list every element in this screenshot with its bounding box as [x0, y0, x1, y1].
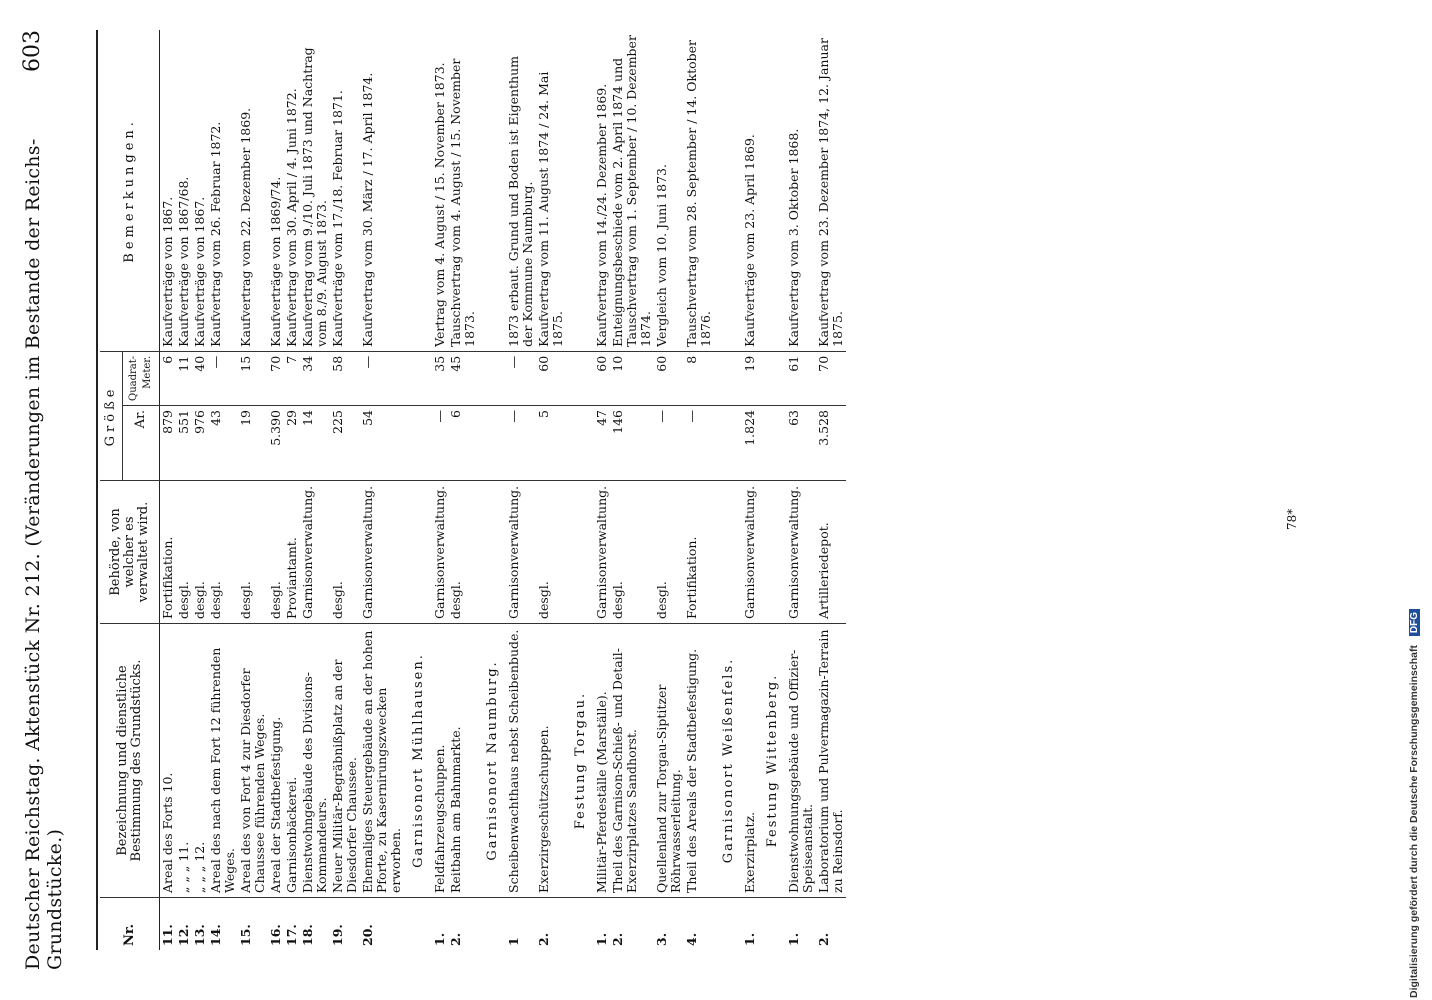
- row-bemerkungen: Vertrag vom 4. August / 15. November 1873.: [432, 30, 448, 351]
- row-number: 17.: [284, 924, 299, 946]
- row-qm: 58: [330, 351, 360, 405]
- row-behoerde: Artilleriedepot.: [816, 481, 846, 624]
- row-number: 12.: [176, 924, 191, 946]
- header-rule: [96, 30, 98, 950]
- table-row: [432, 30, 448, 950]
- row-bemerkungen: Kaufvertrag vom 23. Dezember 1874, 12. Januar 1875.: [816, 30, 846, 351]
- row-number: 20.: [360, 924, 375, 946]
- section-spacer: [566, 351, 594, 405]
- row-behoerde: Garnisonverwaltung.: [360, 481, 404, 624]
- section-spacer: [478, 898, 506, 951]
- table-row: [268, 30, 284, 950]
- row-ar: 146: [610, 406, 654, 481]
- row-ar: —: [432, 406, 448, 481]
- page-number: 603: [20, 30, 45, 72]
- row-ar: 47: [594, 406, 610, 481]
- table-row: [284, 30, 300, 950]
- col-ar: Ar.: [123, 406, 160, 481]
- row-bemerkungen: 1873 erbaut. Grund und Boden ist Eigenthum der Kommune Naumburg.: [506, 30, 536, 351]
- row-bezeichnung: Militär-Pferdeställe (Marställe).: [594, 624, 610, 898]
- table-row: [330, 30, 360, 950]
- row-bemerkungen: Kaufverträge von 1867.: [160, 30, 177, 351]
- row-ar: 54: [360, 406, 404, 481]
- row-ar: 551: [176, 406, 192, 481]
- table-header-row: [100, 30, 123, 950]
- section-row: [404, 30, 432, 950]
- row-behoerde: desgl.: [448, 481, 478, 624]
- row-number: 18.: [300, 924, 315, 946]
- row-behoerde: Garnisonverwaltung.: [742, 481, 758, 624]
- col-groesse: Größe: [100, 351, 123, 480]
- row-bemerkungen: Kaufvertrag vom 22. Dezember 1869.: [238, 30, 268, 351]
- col-bemerkungen: Bemerkungen.: [100, 30, 160, 351]
- row-bezeichnung: „ „ „ 12.: [192, 624, 208, 898]
- row-ar: 29: [284, 406, 300, 481]
- row-bezeichnung: Exerzirplatz.: [742, 624, 758, 898]
- row-ar: 6: [448, 406, 478, 481]
- row-behoerde: Proviantamt.: [284, 481, 300, 624]
- table-body: [160, 30, 847, 950]
- table-row: [160, 30, 177, 950]
- row-number: 3.: [654, 932, 669, 946]
- section-spacer: [404, 30, 432, 351]
- row-bemerkungen: Kaufvertrag vom 14./24. Dezember 1869.: [594, 30, 610, 351]
- row-number: 1.: [432, 932, 447, 946]
- row-bemerkungen: Kaufvertrag vom 9./10. Juli 1873 und Nachtrag vom 8./9. August 1873.: [300, 30, 330, 351]
- row-ar: 19: [238, 406, 268, 481]
- section-spacer: [566, 898, 594, 951]
- row-qm: 70: [268, 351, 284, 405]
- section-row: [758, 30, 786, 950]
- row-ar: 14: [300, 406, 330, 481]
- table-row: [176, 30, 192, 950]
- row-qm: 60: [536, 351, 566, 405]
- section-row: [566, 30, 594, 950]
- row-qm: 7: [284, 351, 300, 405]
- row-qm: 60: [654, 351, 684, 405]
- section-spacer: [478, 481, 506, 624]
- row-number: 15.: [238, 924, 253, 946]
- section-spacer: [404, 481, 432, 624]
- section-spacer: [404, 406, 432, 481]
- row-ar: 879: [160, 406, 177, 481]
- row-number: 13.: [192, 924, 207, 946]
- table-row: [654, 30, 684, 950]
- row-bemerkungen: Tauschvertrag vom 28. September / 14. Oktober 1876.: [684, 30, 714, 351]
- row-number: 1.: [594, 932, 609, 946]
- row-qm: —: [360, 351, 404, 405]
- row-qm: 61: [786, 351, 816, 405]
- page-header: [18, 30, 66, 970]
- row-behoerde: desgl.: [536, 481, 566, 624]
- row-behoerde: desgl.: [330, 481, 360, 624]
- table-row: [238, 30, 268, 950]
- table-row: [594, 30, 610, 950]
- row-behoerde: Fortifikation.: [684, 481, 714, 624]
- section-title: Garnisonort Naumburg.: [478, 624, 506, 898]
- row-behoerde: desgl.: [208, 481, 238, 624]
- section-title: Garnisonort Weißenfels.: [714, 624, 742, 898]
- section-spacer: [566, 481, 594, 624]
- funding-note: [1408, 18, 1420, 998]
- section-spacer: [566, 406, 594, 481]
- col-qm: Quadrat-Meter.: [123, 351, 160, 405]
- section-spacer: [758, 481, 786, 624]
- table-row: [192, 30, 208, 950]
- col-bezeichnung: Bezeichnung und dienstliche Bestimmung des Grundstücks.: [100, 624, 160, 898]
- row-behoerde: desgl.: [610, 481, 654, 624]
- row-number: 14.: [208, 924, 223, 946]
- table-row: [684, 30, 714, 950]
- row-number: 1.: [742, 932, 757, 946]
- row-behoerde: Garnisonverwaltung.: [594, 481, 610, 624]
- row-number: 2.: [448, 932, 463, 946]
- table-row: [360, 30, 404, 950]
- row-bemerkungen: Kaufvertrag vom 30. April / 4. Juni 1872.: [284, 30, 300, 351]
- row-ar: 5: [536, 406, 566, 481]
- row-behoerde: desgl.: [238, 481, 268, 624]
- row-bezeichnung: Laboratorium und Pulvermagazin-Terrain zu Reinsdorf.: [816, 624, 846, 898]
- dfg-badge: DFG: [1409, 609, 1420, 636]
- row-bezeichnung: „ „ „ 11.: [176, 624, 192, 898]
- table-row: [448, 30, 478, 950]
- row-bemerkungen: Kaufverträge von 1867/68.: [176, 30, 192, 351]
- table-row: [786, 30, 816, 950]
- row-behoerde: desgl.: [654, 481, 684, 624]
- running-head: Deutscher Reichstag. Aktenstück Nr. 212. (Veränderungen im Bestande der Reichs-Grundstücke.): [22, 138, 66, 970]
- row-behoerde: Garnisonverwaltung.: [786, 481, 816, 624]
- row-behoerde: Fortifikation.: [160, 481, 177, 624]
- row-bemerkungen: Kaufverträge vom 23. April 1869.: [742, 30, 758, 351]
- row-bemerkungen: Kaufverträge von 1867.: [192, 30, 208, 351]
- table-row: [536, 30, 566, 950]
- row-bemerkungen: Kaufvertrag vom 3. Oktober 1868.: [786, 30, 816, 351]
- row-bemerkungen: Kaufvertrag vom 26. Februar 1872.: [208, 30, 238, 351]
- row-number: 2.: [816, 932, 831, 946]
- footnote: 78*: [1285, 508, 1299, 530]
- row-ar: 63: [786, 406, 816, 481]
- section-spacer: [758, 30, 786, 351]
- section-row: [714, 30, 742, 950]
- row-bemerkungen: Kaufverträge von 1869/74.: [268, 30, 284, 351]
- section-spacer: [714, 351, 742, 405]
- section-spacer: [714, 406, 742, 481]
- row-behoerde: desgl.: [176, 481, 192, 624]
- row-bezeichnung: Feldfahrzeugschuppen.: [432, 624, 448, 898]
- row-qm: 70: [816, 351, 846, 405]
- row-bemerkungen: Kaufvertrag vom 30. März / 17. April 1874.: [360, 30, 404, 351]
- row-behoerde: Garnisonverwaltung.: [506, 481, 536, 624]
- row-number: 16.: [268, 924, 283, 946]
- row-ar: 3.528: [816, 406, 846, 481]
- section-spacer: [758, 406, 786, 481]
- row-qm: 40: [192, 351, 208, 405]
- row-number: 1.: [786, 932, 801, 946]
- section-spacer: [714, 898, 742, 951]
- row-bezeichnung: Neuer Militär-Begräbnißplatz an der Diesdorfer Chaussee.: [330, 624, 360, 898]
- section-spacer: [478, 406, 506, 481]
- row-bemerkungen: Kaufvertrag vom 11. August 1874 / 24. Mai 1875.: [536, 30, 566, 351]
- row-bezeichnung: Areal der Stadtbefestigung.: [268, 624, 284, 898]
- row-number: 4.: [684, 932, 699, 946]
- row-bezeichnung: Dienstwohnungsgebäude und Offizier-Speiseanstalt.: [786, 624, 816, 898]
- row-number: 2.: [536, 932, 551, 946]
- row-bemerkungen: Vergleich vom 10. Juni 1873.: [654, 30, 684, 351]
- row-bezeichnung: Areal des nach dem Fort 12 führenden Weges.: [208, 624, 238, 898]
- row-number: 2.: [610, 932, 625, 946]
- row-qm: 6: [160, 351, 177, 405]
- row-bezeichnung: Scheibenwachthaus nebst Scheibenbude.: [506, 624, 536, 898]
- row-number: 19.: [330, 924, 345, 946]
- section-title: Festung Wittenberg.: [758, 624, 786, 898]
- row-qm: —: [506, 351, 536, 405]
- row-qm: 11: [176, 351, 192, 405]
- section-spacer: [758, 898, 786, 951]
- col-nr: Nr.: [121, 923, 137, 946]
- digitization-sidebar: [1400, 8, 1430, 998]
- row-qm: 34: [300, 351, 330, 405]
- row-number: 11.: [160, 924, 175, 946]
- row-behoerde: desgl.: [268, 481, 284, 624]
- row-behoerde: desgl.: [192, 481, 208, 624]
- row-qm: 15: [238, 351, 268, 405]
- row-bezeichnung: Quellenland zur Torgau-Siptitzer Röhrwasserleitung.: [654, 624, 684, 898]
- row-ar: 225: [330, 406, 360, 481]
- row-ar: 1.824: [742, 406, 758, 481]
- row-ar: —: [684, 406, 714, 481]
- row-bezeichnung: Areal des Forts 10.: [160, 624, 177, 898]
- row-bezeichnung: Ehemaliges Steuergebäude an der hohen Pforte, zu Kasernirungszwecken erworben.: [360, 624, 404, 898]
- section-row: [478, 30, 506, 950]
- row-qm: 10: [610, 351, 654, 405]
- row-qm: 8: [684, 351, 714, 405]
- row-ar: —: [654, 406, 684, 481]
- section-spacer: [566, 30, 594, 351]
- row-bezeichnung: Theil des Garnison-Schieß- und Detail-Exerzirplatzes Sandhorst.: [610, 624, 654, 898]
- row-bezeichnung: Dienstwohngebäude des Divisions-Kommandeurs.: [300, 624, 330, 898]
- row-ar: 976: [192, 406, 208, 481]
- row-qm: 60: [594, 351, 610, 405]
- row-bemerkungen: Kaufverträge vom 17./18. Februar 1871.: [330, 30, 360, 351]
- row-bezeichnung: Reitbahn am Bahnmarkte.: [448, 624, 478, 898]
- row-bezeichnung: Theil des Areals der Stadtbefestigung.: [684, 624, 714, 898]
- row-bemerkungen: Enteignungsbeschiede vom 2. April 1874 und Tauschvertrag vom 1. September / 10. Dezember 1874.: [610, 30, 654, 351]
- row-behoerde: Garnisonverwaltung.: [300, 481, 330, 624]
- section-spacer: [758, 351, 786, 405]
- row-qm: 19: [742, 351, 758, 405]
- row-bezeichnung: Garnisonbäckerei.: [284, 624, 300, 898]
- row-number: 1: [506, 937, 521, 946]
- table-row: [742, 30, 758, 950]
- section-spacer: [478, 351, 506, 405]
- row-qm: 45: [448, 351, 478, 405]
- row-bemerkungen: Tauschvertrag vom 4. August / 15. November 1873.: [448, 30, 478, 351]
- table-row: [816, 30, 846, 950]
- row-qm: —: [208, 351, 238, 405]
- col-behoerde: Behörde, von welcher es verwaltet wird.: [100, 481, 160, 624]
- section-title: Festung Torgau.: [566, 624, 594, 898]
- table-row: [506, 30, 536, 950]
- section-title: Garnisonort Mühlhausen.: [404, 624, 432, 898]
- row-bezeichnung: Exerzirgeschützschuppen.: [536, 624, 566, 898]
- row-ar: —: [506, 406, 536, 481]
- section-spacer: [714, 481, 742, 624]
- table-row: [300, 30, 330, 950]
- section-spacer: [404, 351, 432, 405]
- row-qm: 35: [432, 351, 448, 405]
- property-table: [100, 30, 846, 950]
- funding-text: Digitalisierung gefördert durch die Deutsche Forschungsgemeinschaft: [1408, 645, 1420, 998]
- row-ar: 5.390: [268, 406, 284, 481]
- table-row: [610, 30, 654, 950]
- row-bezeichnung: Areal des von Fort 4 zur Diesdorfer Chaussee führenden Weges.: [238, 624, 268, 898]
- section-spacer: [478, 30, 506, 351]
- table-row: [208, 30, 238, 950]
- row-ar: 43: [208, 406, 238, 481]
- section-spacer: [404, 898, 432, 951]
- section-spacer: [714, 30, 742, 351]
- row-behoerde: Garnisonverwaltung.: [432, 481, 448, 624]
